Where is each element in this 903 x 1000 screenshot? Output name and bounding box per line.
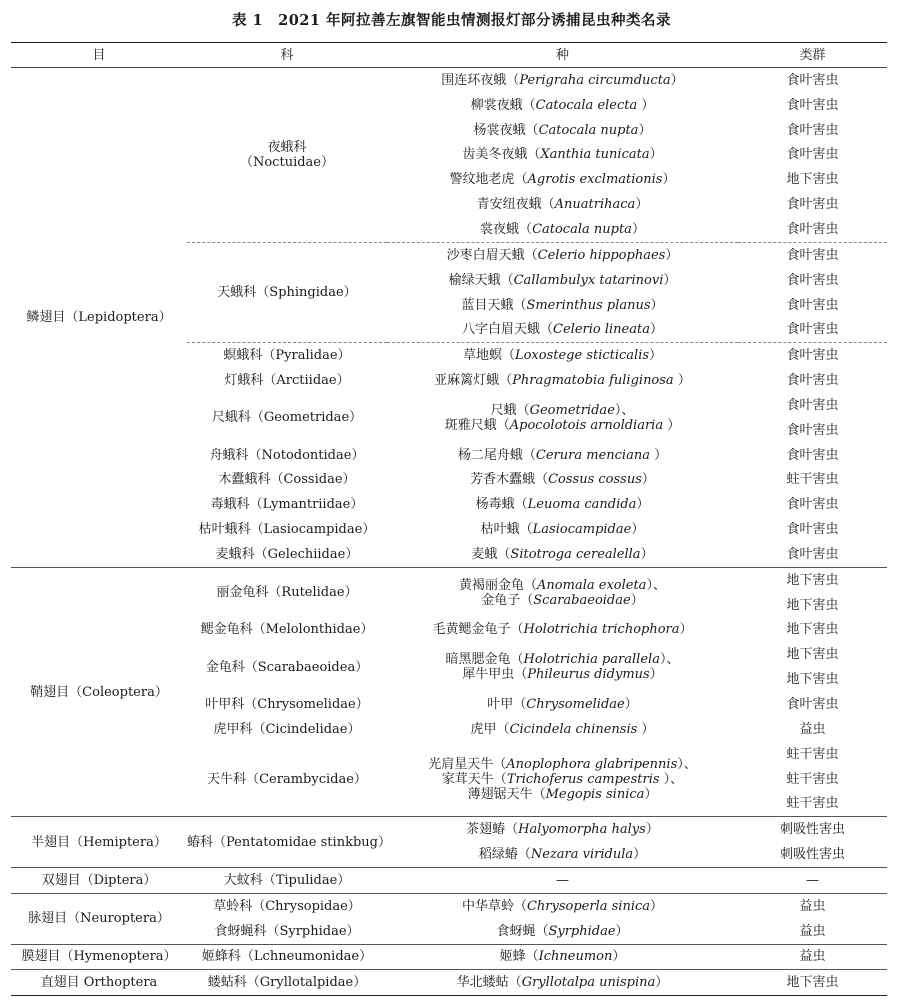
family-cell: 麦蛾科（Gelechiidae） <box>215 546 359 562</box>
type-cell: 食叶害虫 <box>786 122 839 138</box>
species-cell: 华北蝼蛄（Gryllotalpa unispina） <box>387 970 738 996</box>
type-cell: 食叶害虫 <box>786 697 839 713</box>
type-cell: 食叶害虫 <box>738 343 887 368</box>
family-cell: 鳃金龟科（Melolonthidae） <box>200 622 374 638</box>
order-cell: 脉翅目（Neuroptera） <box>11 893 187 944</box>
type-cell: 地下害虫 <box>786 622 839 638</box>
type-cell: 益虫 <box>799 721 826 737</box>
species-cell: 草地螟（Loxostege sticticalis） <box>387 343 738 368</box>
type-cell: 食叶害虫 <box>786 447 839 463</box>
type-cell: 食叶害虫 <box>738 242 887 267</box>
type-cell: 益虫 <box>738 944 887 970</box>
order-cell: 膜翅目（Hymenoptera） <box>11 944 187 970</box>
species-cell: 芳香木蠹蛾（Cossus cossus） <box>470 472 655 488</box>
species-cell: 姬蜂（Ichneumon） <box>387 944 738 970</box>
species-cell: 中华草蛉（Chrysoperla sinica） <box>387 893 738 918</box>
type-cell: 食叶害虫 <box>786 546 839 562</box>
family-cell: 叶甲科（Chrysomelidae） <box>205 697 369 713</box>
species-cell: 沙枣白眉天蛾（Celerio hippophaes） <box>387 242 738 267</box>
species-cell: 尺蛾（Geometridae）、 斑雅尺蛾（Apocolotois arnoldiaria ） <box>444 402 681 433</box>
table-row <box>11 567 887 592</box>
species-cell: 警纹地老虎（Agrotis exclmationis） <box>449 172 676 188</box>
species-latin: Perigraha circumducta <box>519 72 671 88</box>
order-cell: 双翅目（Diptera） <box>11 868 187 894</box>
table-row <box>11 817 887 842</box>
header-family: 科 <box>187 43 387 68</box>
type-cell: 益虫 <box>738 893 887 918</box>
family-cell: 虎甲科（Cicindelidae） <box>213 721 361 737</box>
species-cell: 裳夜蛾（Catocala nupta） <box>480 221 645 237</box>
species-cell: 榆绿天蛾（Callambulyx tatarinovi） <box>448 272 677 288</box>
type-cell: 食叶害虫 <box>786 522 839 538</box>
species-cell: 枯叶蛾（Lasiocampidae） <box>480 522 645 538</box>
species-cell: 杨毒蛾（Leuoma candida） <box>475 497 650 513</box>
family-cell: 姬蜂科（Lchneumonidae） <box>187 944 387 970</box>
header-order: 目 <box>11 43 187 68</box>
species-cell: 叶甲（Chrysomelidae） <box>487 697 638 713</box>
species-cell: 杨裳夜蛾（Catocala nupta） <box>473 122 652 138</box>
family-cell: 食蚜蝇科（Syrphidae） <box>214 923 360 939</box>
family-cn: 夜蛾科 <box>267 139 307 155</box>
type-cell: 地下害虫 <box>786 672 839 688</box>
header-type: 类群 <box>738 43 887 68</box>
table-row <box>11 970 887 996</box>
family-cell: 丽金龟科（Rutelidae） <box>187 567 387 617</box>
species-cell: 围连环夜蛾（Perigraha circumducta） <box>441 72 684 88</box>
type-cell: 食叶害虫 <box>786 497 839 513</box>
type-cell: 蛀干害虫 <box>786 746 839 762</box>
type-cell: 食叶害虫 <box>786 72 839 88</box>
type-cell: 食叶害虫 <box>786 297 839 313</box>
species-cell: 八字白眉天蛾（Celerio lineata） <box>462 322 663 338</box>
species-cell: 柳裳夜蛾（Catocala electa ） <box>470 97 655 113</box>
type-cell: 蛀干害虫 <box>786 472 839 488</box>
type-cell: 蛀干害虫 <box>786 771 839 787</box>
type-cell: 食叶害虫 <box>786 197 839 213</box>
type-cell: 刺吸性害虫 <box>779 847 845 863</box>
table-row <box>11 868 887 894</box>
table-row <box>11 944 887 970</box>
family-cell: 天蛾科（Sphingidae） <box>187 242 387 342</box>
table-header-row <box>11 43 887 68</box>
species-cell: 黄褐丽金龟（Anomala exoleta）、 金龟子（Scarabaeoidae） <box>387 567 738 617</box>
type-cell: — <box>738 868 887 894</box>
species-cell: 青安纽夜蛾（Anuatrihaca） <box>476 197 649 213</box>
table-row <box>11 68 887 93</box>
family-latin: （Noctuidae） <box>239 154 334 170</box>
species-cell: 茶翅蝽（Halyomorpha halys） <box>387 817 738 842</box>
species-cell: 暗黑腮金龟（Holotrichia parallela）、 犀牛甲虫（Phileurus didymus） <box>445 652 680 683</box>
family-cell: 枯叶蛾科（Lasiocampidae） <box>198 522 376 538</box>
family-cell <box>187 68 387 243</box>
type-cell: 食叶害虫 <box>786 373 839 389</box>
species-cell: 虎甲（Cicindela chinensis ） <box>470 721 655 737</box>
order-cell: 鞘翅目（Coleoptera） <box>11 567 187 816</box>
type-cell: 食叶害虫 <box>786 322 839 338</box>
type-cell: 食叶害虫 <box>786 221 839 237</box>
type-cell: 食叶害虫 <box>786 97 839 113</box>
type-cell: 食叶害虫 <box>786 147 839 163</box>
species-cell: 食蚜蝇（Syrphidae） <box>496 923 629 939</box>
family-cell: 舟蛾科（Notodontidae） <box>209 447 365 463</box>
type-cell: 地下害虫 <box>786 172 839 188</box>
species-cell: 毛黄鳃金龟子（Holotrichia trichophora） <box>432 622 693 638</box>
family-cell: 灯蛾科（Arctiidae） <box>224 373 350 389</box>
type-cell: 地下害虫 <box>738 970 887 996</box>
type-cell: 益虫 <box>799 923 826 939</box>
order-cell: 半翅目（Hemiptera） <box>11 817 187 868</box>
family-cell: 天牛科（Cerambycidae） <box>207 771 367 787</box>
order-cell: 直翅目 Orthoptera <box>11 970 187 996</box>
type-cell: 蛀干害虫 <box>786 796 839 812</box>
type-cell: 食叶害虫 <box>786 272 839 288</box>
species-cell: 麦蛾（Sitotroga cerealella） <box>471 546 654 562</box>
family-cell: 金龟科（Scarabaeoidea） <box>205 659 369 675</box>
species-cell: — <box>387 868 738 894</box>
type-cell: 刺吸性害虫 <box>738 817 887 842</box>
family-cell: 木蠹蛾科（Cossidae） <box>218 472 356 488</box>
family-cell: 大蚊科（Tipulidae） <box>187 868 387 894</box>
family-cell: 毒蛾科（Lymantriidae） <box>210 497 364 513</box>
family-cell: 螟蛾科（Pyralidae） <box>187 343 387 368</box>
species-cell: 齿美冬夜蛾（Xanthia tunicata） <box>462 147 663 163</box>
species-cell: 蓝目天蛾（Smerinthus planus） <box>461 297 664 313</box>
family-cell: 尺蛾科（Geometridae） <box>211 410 363 426</box>
type-cell: 地下害虫 <box>786 597 839 613</box>
insect-species-table <box>11 42 887 996</box>
type-cell: 地下害虫 <box>738 567 887 592</box>
table-caption: 表 1 2021 年阿拉善左旗智能虫情测报灯部分诱捕昆虫种类名录 <box>231 12 672 29</box>
order-cell: 鳞翅目（Lepidoptera） <box>26 309 172 325</box>
type-cell: 地下害虫 <box>786 647 839 663</box>
species-cell: 稻绿蝽（Nezara viridula） <box>478 847 647 863</box>
type-cell: 食叶害虫 <box>786 397 839 413</box>
header-species: 种 <box>387 43 738 68</box>
family-cell: 蝼蛄科（Gryllotalpidae） <box>187 970 387 996</box>
family-cell: 草蛉科（Chrysopidae） <box>187 893 387 918</box>
species-cell: 亚麻篱灯蛾（Phragmatobia fuliginosa ） <box>434 373 691 389</box>
species-cell: 杨二尾舟蛾（Cerura menciana ） <box>457 447 668 463</box>
family-cell: 蝽科（Pentatomidae stinkbug） <box>187 817 387 868</box>
species-cell: 光肩星天牛（Anoplophora glabripennis）、 家茸天牛（Trichoferus campestris ）、 薄翅锯天牛（Megopis sinica） <box>428 756 697 802</box>
type-cell: 食叶害虫 <box>786 422 839 438</box>
table-row <box>11 893 887 918</box>
